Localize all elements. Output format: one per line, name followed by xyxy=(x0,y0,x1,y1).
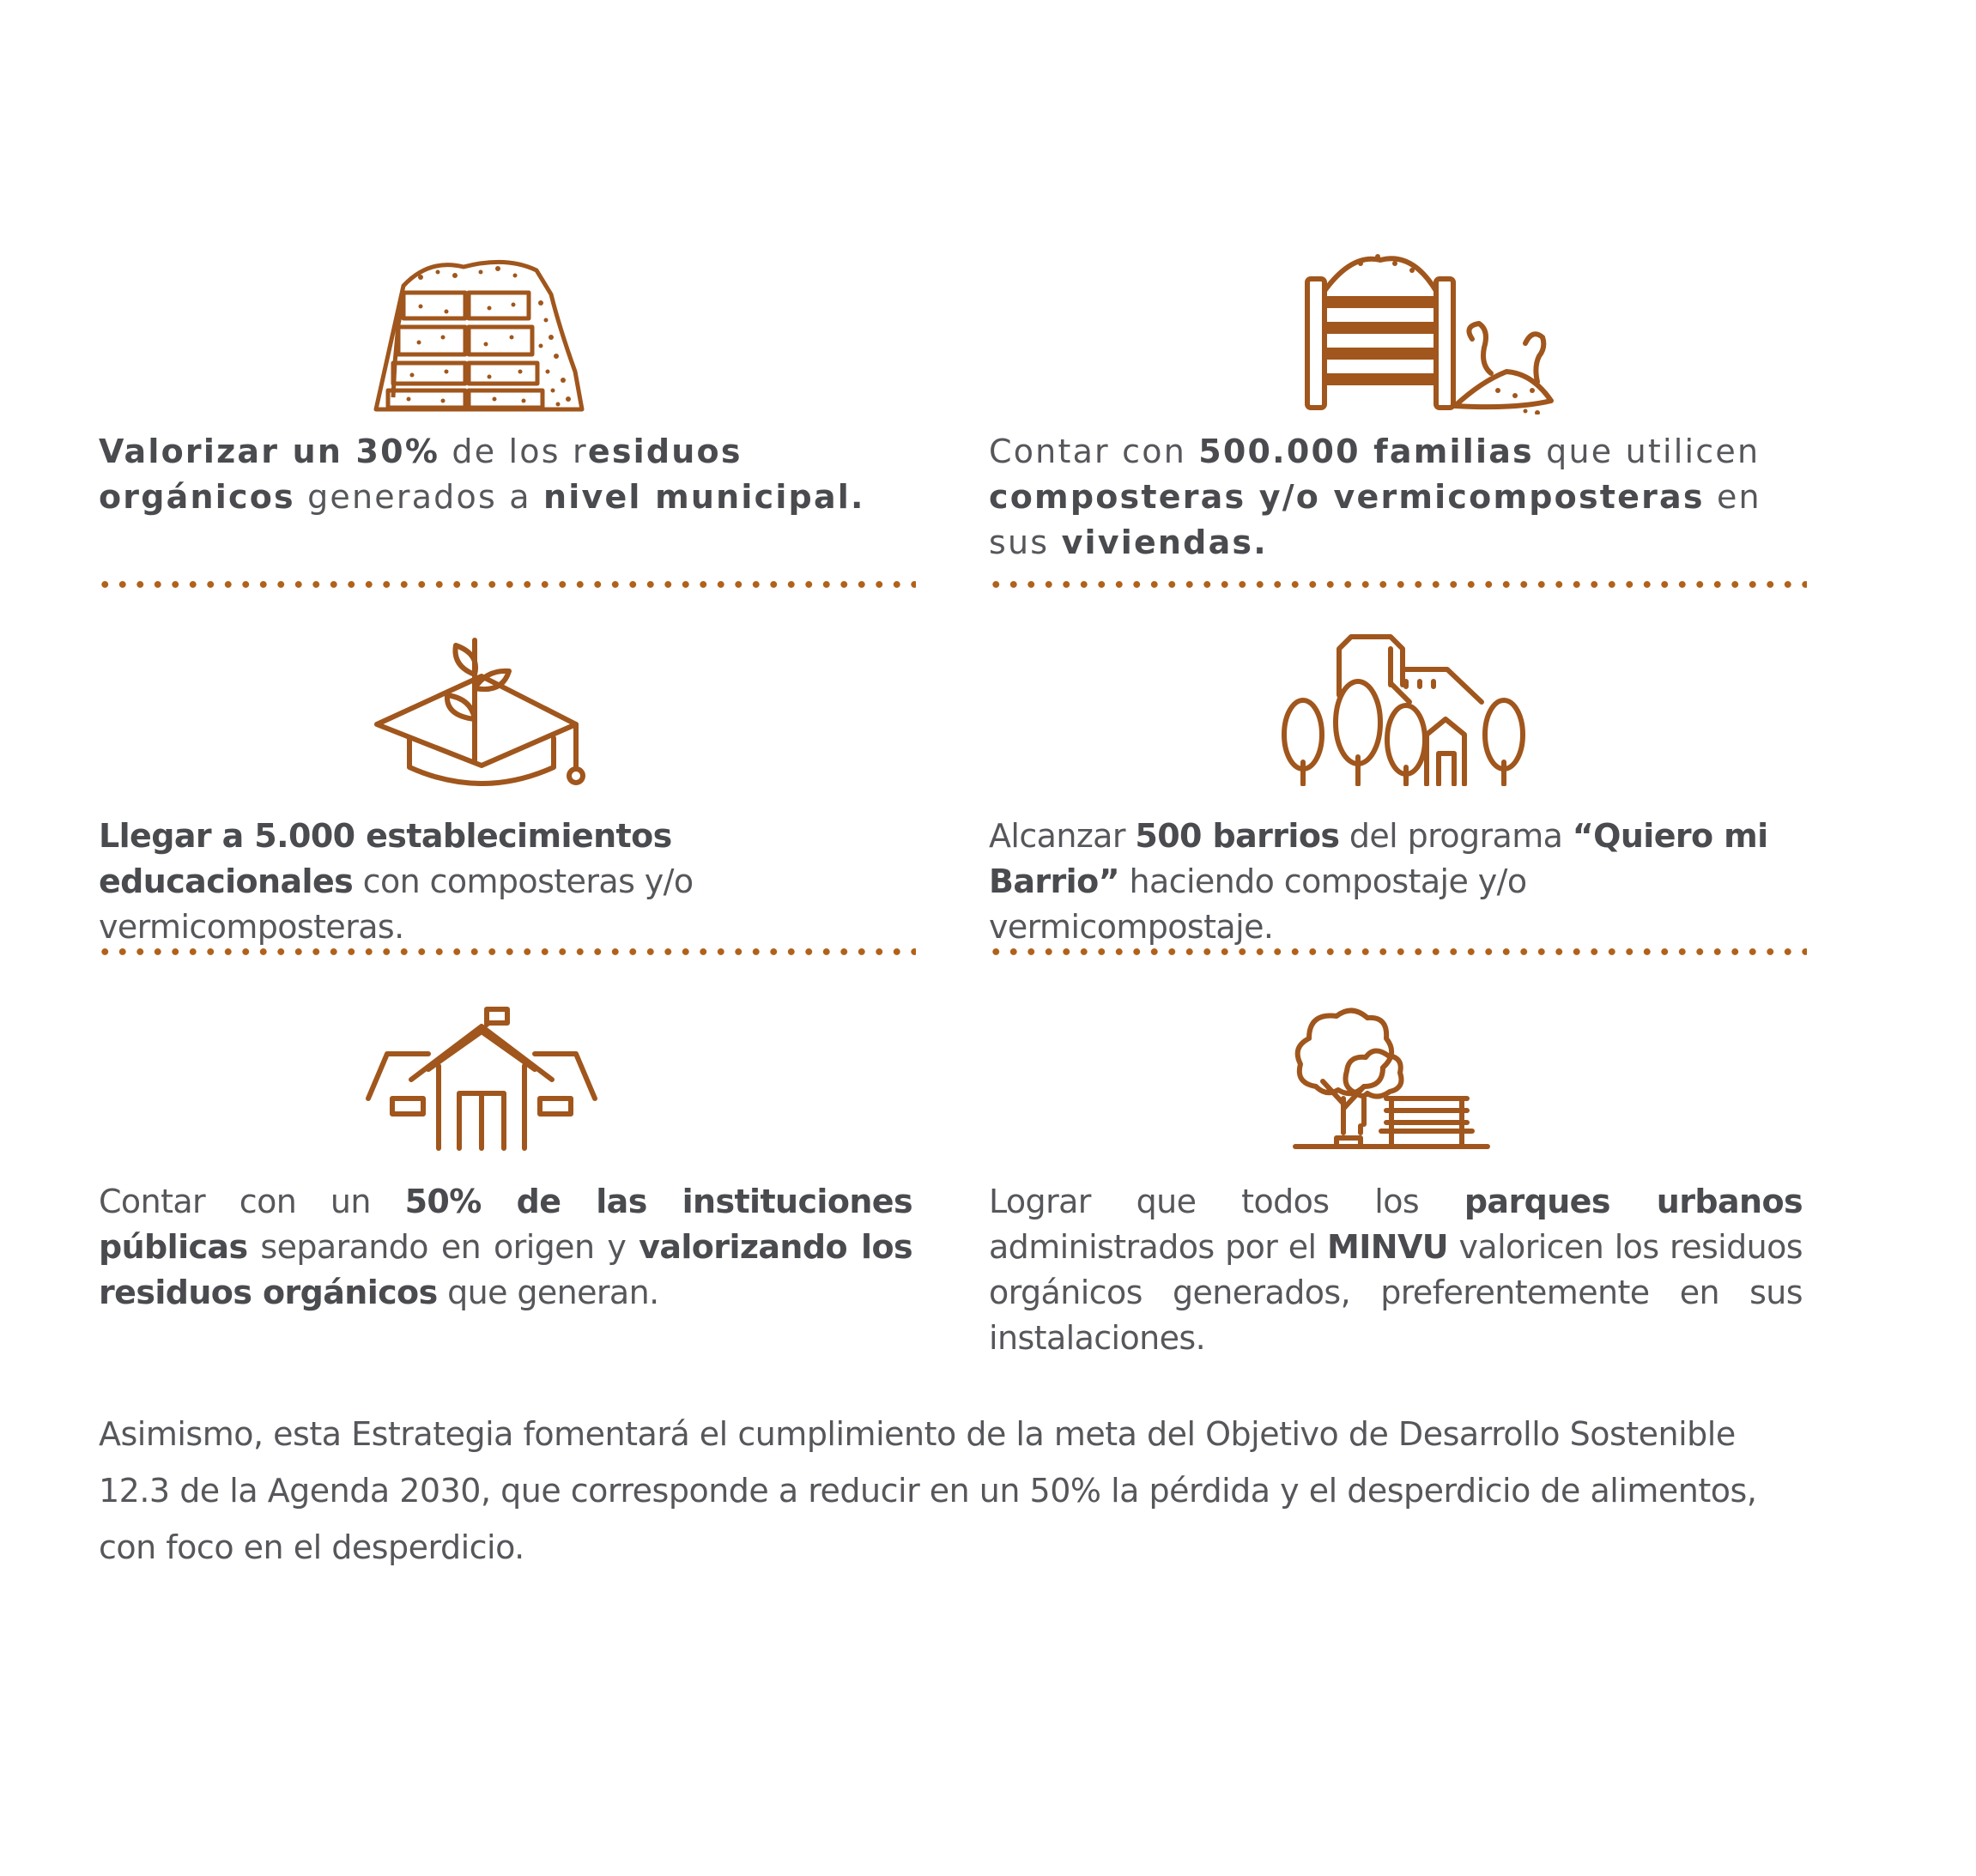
goal-text-span: haciendo compostaje y/o vermicompostaje. xyxy=(989,862,1527,946)
dotted-divider xyxy=(96,580,916,589)
goal-text-6 xyxy=(989,1179,1803,1361)
goal-emphasis: MINVU xyxy=(1327,1228,1449,1266)
neighborhood-trees-icon xyxy=(1279,633,1528,786)
goal-text-span: Contar con xyxy=(989,433,1199,470)
goal-text-span: separando en origen y xyxy=(247,1228,639,1266)
public-building-icon xyxy=(365,1006,598,1152)
goal-text-5 xyxy=(99,1179,912,1316)
goal-text-4 xyxy=(989,814,1813,950)
goal-emphasis: parques urbanos xyxy=(1464,1183,1803,1220)
compost-bin-worms-icon xyxy=(1300,245,1558,415)
goal-emphasis: 50% de las instituciones públicas xyxy=(99,1183,912,1266)
dotted-divider xyxy=(987,947,1807,956)
goal-emphasis: esiduos orgánicos xyxy=(99,433,743,516)
goal-text-span: administrados por el xyxy=(989,1228,1327,1266)
goal-text-span: del programa xyxy=(1339,817,1573,855)
goal-text-3 xyxy=(99,814,923,950)
goal-text-span: Contar con un xyxy=(99,1183,405,1220)
goal-text-span: que generan. xyxy=(437,1274,659,1311)
goal-text-span: Lograr que todos los xyxy=(989,1183,1464,1220)
goal-text-span: que utilicen xyxy=(1533,433,1761,470)
goal-text-span: generados a xyxy=(294,478,543,516)
goal-text-span: de los r xyxy=(439,433,588,470)
dotted-divider xyxy=(987,580,1807,589)
goal-text-span: en sus xyxy=(989,478,1761,561)
goal-text-1 xyxy=(99,429,923,520)
goal-text-2 xyxy=(989,429,1813,566)
goal-emphasis: 500 barrios xyxy=(1135,817,1340,855)
dotted-divider xyxy=(96,947,916,956)
compost-pile-icon xyxy=(369,251,585,415)
goal-emphasis: Llegar a 5.000 establecimientos educacionales xyxy=(99,817,672,900)
goal-emphasis: composteras y/o vermicomposteras xyxy=(989,478,1705,516)
goal-text-span: con composteras y/o vermicomposteras. xyxy=(99,862,694,946)
goal-emphasis: “Quiero mi Barrio” xyxy=(989,817,1768,900)
goal-text-span: Alcanzar xyxy=(989,817,1136,855)
goal-emphasis: nivel municipal. xyxy=(543,478,865,516)
park-tree-bench-icon xyxy=(1292,1004,1491,1152)
goal-emphasis: viviendas. xyxy=(1061,523,1268,561)
goal-text-span: valoricen los residuos orgánicos generados, preferentemente en sus instalaciones. xyxy=(989,1228,1803,1357)
goal-emphasis: 500.000 familias xyxy=(1198,433,1534,470)
goal-emphasis: Valorizar un 30% xyxy=(99,433,440,470)
footer-paragraph: Asimismo, esta Estrategia fomentará el cumplimiento de la meta del Objetivo de Desarrollo Sostenible 12.3 de la Agenda 2030, que corresponde a reducir en un 50% la pérdida y el desperdicio de alimentos, con foco en el desperdicio. xyxy=(99,1415,1757,1566)
goal-emphasis: valorizando los residuos orgánicos xyxy=(99,1228,912,1311)
graduation-cap-sprout-icon xyxy=(373,632,590,786)
